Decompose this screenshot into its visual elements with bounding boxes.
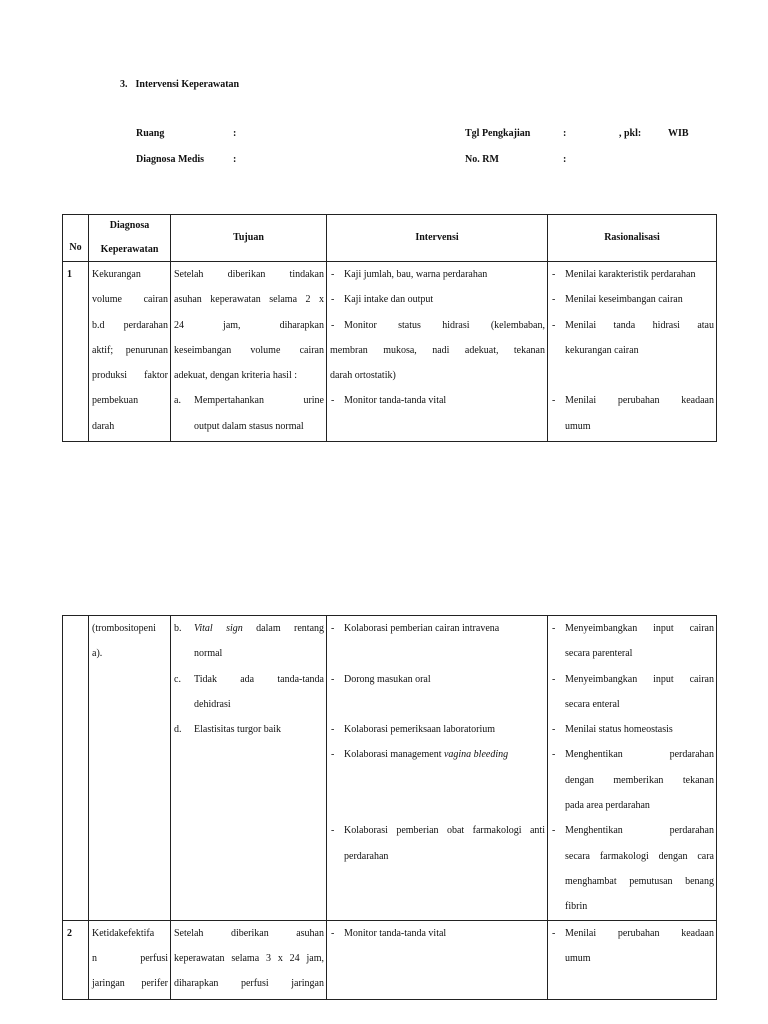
list-item: - Menilai status homeostasis: [552, 724, 673, 736]
rasionalisasi-cell: - Menilai karakteristik perdarahan - Menilai keseimbangan cairan - Menilai tanda hidrasi atau kekurangan cairan - Menilai perubahan keadaan umum: [548, 262, 717, 442]
table-header-row: [63, 215, 717, 262]
rm-colon: :: [563, 154, 567, 165]
list-item: - Kolaborasi management vagina bleeding: [331, 749, 509, 761]
rasionalisasi-cell: - Menyeimbangkan input cairan secara parenteral - Menyeimbangkan input cairan secara enteral - Menilai status homeostasis - Menghentikan perdarahan dengan memberikan tekanan pada area perdarahan - Menghentikan perdarahan secara farmakologi dengan cara menghambat pemutusan benang fibrin: [548, 616, 717, 921]
header-tujuan: Tujuan: [171, 215, 327, 262]
list-item: - Kolaborasi pemeriksaan laboratorium: [331, 724, 496, 736]
list-item: - Monitor status hidrasi (kelembaban,: [331, 319, 545, 331]
tgl-pengkajian-label: Tgl Pengkajian: [465, 128, 531, 139]
tgl-colon: :: [563, 128, 567, 139]
list-item: - Menyeimbangkan input cairan: [552, 673, 714, 685]
intervention-table-page1: [62, 214, 717, 442]
list-item: - Menilai perubahan keadaan: [552, 927, 714, 939]
header-intervensi: Intervensi: [327, 215, 548, 262]
section-title: [120, 79, 239, 90]
list-item: - Menghentikan perdarahan: [552, 825, 714, 837]
list-item: - Kolaborasi pemberian cairan intravena: [331, 623, 500, 634]
row-number: 1: [63, 262, 89, 442]
ruang-label: Ruang: [136, 128, 165, 139]
list-item: - Menilai perubahan keadaan: [552, 395, 714, 407]
row-number: 2: [63, 920, 89, 999]
wib-label: WIB: [668, 128, 689, 139]
list-item: - Menilai karakteristik perdarahan: [552, 269, 696, 280]
tujuan-cell: b. Vital sign dalam rentang normal c. Tidak ada tanda-tanda dehidrasi d. Elastisitas turgor baik: [171, 616, 327, 921]
list-item: - Kolaborasi pemberian obat farmakologi anti: [331, 825, 545, 837]
diagnosa-cell: (trombositopeni a).: [89, 616, 171, 921]
diagnosa-cell: Ketidakefektifa n perfusi jaringan perifer: [89, 920, 171, 999]
ruang-colon: :: [233, 128, 237, 139]
header-rasionalisasi: Rasionalisasi: [548, 215, 717, 262]
header-diagnosa: Diagnosa Keperawatan: [89, 215, 171, 262]
list-item: - Dorong masukan oral: [331, 673, 431, 685]
list-item: - Menilai tanda hidrasi atau: [552, 319, 714, 331]
section-heading: Intervensi Keperawatan: [135, 79, 240, 90]
intervention-table-page2: [62, 615, 717, 1000]
table-row: [63, 920, 717, 999]
rasionalisasi-cell: - Menilai perubahan keadaan umum: [548, 920, 717, 999]
list-item: - Kaji intake dan output: [331, 294, 434, 306]
list-item: - Monitor tanda-tanda vital: [331, 395, 447, 407]
table-row: [63, 262, 717, 442]
row-number: [63, 616, 89, 921]
diagnosa-cell: Kekurangan volume cairan b.d perdarahan aktif; penurunan produksi faktor pembekuan darah: [89, 262, 171, 442]
list-item: - Menilai keseimbangan cairan: [552, 294, 683, 306]
diagnosa-medis-label: Diagnosa Medis: [136, 154, 205, 165]
section-number: 3.: [120, 79, 128, 90]
table-row: [63, 616, 717, 921]
diagnosa-colon: :: [233, 154, 237, 165]
intervensi-cell: [327, 920, 548, 999]
vital-sign-italic: Vital sign: [194, 623, 243, 634]
list-item: - Kaji jumlah, bau, warna perdarahan: [331, 269, 488, 280]
list-item: - Monitor tanda-tanda vital: [331, 927, 447, 939]
intervensi-cell: - Kaji jumlah, bau, warna perdarahan - Kaji intake dan output - Monitor status hidrasi (kelembaban, membran mukosa, nadi adekuat, tekanan darah ortostatik) - Monitor tanda-tanda vital: [327, 262, 548, 442]
intervensi-cell: - Kolaborasi pemberian cairan intravena - Dorong masukan oral - Kolaborasi pemeriksaan laboratorium - Kolaborasi management vagina bleeding - Kolaborasi pemberian obat farmakologi anti perdarahan: [327, 616, 548, 921]
tujuan-cell: Setelah diberikan asuhan keperawatan selama 3 x 24 jam, diharapkan perfusi jaringan: [171, 920, 327, 999]
list-item: - Menghentikan perdarahan: [552, 749, 714, 761]
no-rm-label: No. RM: [465, 154, 499, 165]
vagina-bleeding-italic: vagina bleeding: [443, 749, 509, 761]
pkl-label: , pkl:: [619, 128, 642, 139]
header-no: No: [63, 215, 89, 262]
list-item: - Menyeimbangkan input cairan: [552, 623, 714, 634]
tujuan-cell: Setelah diberikan tindakan asuhan keperawatan selama 2 x 24 jam, diharapkan keseimbangan volume cairan adekuat, dengan kriteria hasil : a. Mempertahankan urine output dalam stasus normal: [171, 262, 327, 442]
